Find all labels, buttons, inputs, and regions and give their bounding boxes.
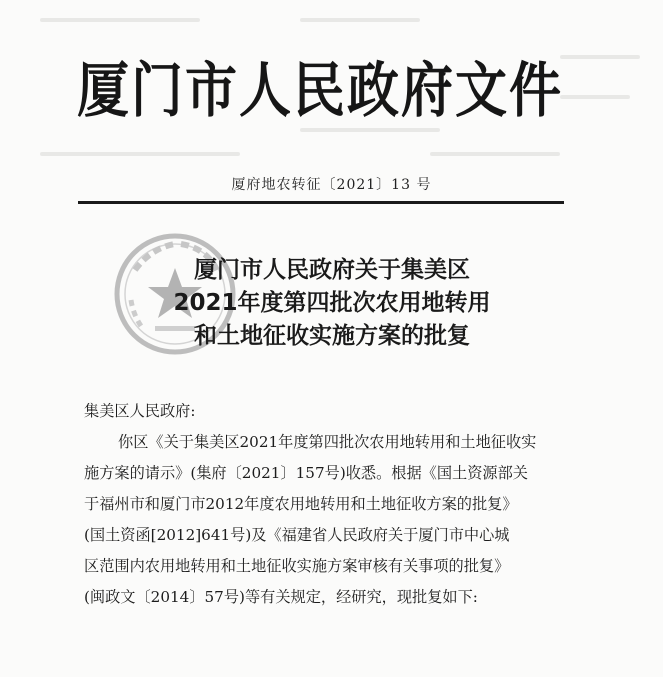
body-line: (闽政文〔2014〕57号)等有关规定，经研究，现批复如下: xyxy=(84,588,478,606)
subject-line: 和土地征收实施方案的批复 xyxy=(194,323,470,349)
document-header-title: 厦门市人民政府文件 xyxy=(76,56,563,126)
document-number: 厦府地农转征〔2021〕13 号 xyxy=(231,177,432,193)
bleed-through-mark xyxy=(40,152,240,156)
subject-line: 2021年度第四批次农用地转用 xyxy=(173,290,491,316)
body-line: 于福州市和厦门市2012年度农用地转用和土地征收方案的批复》 xyxy=(84,495,518,513)
body-line: 施方案的请示》(集府〔2021〕157号)收悉。根据《国土资源部关 xyxy=(84,464,528,482)
salutation: 集美区人民政府: xyxy=(84,402,196,420)
bleed-through-mark xyxy=(40,18,200,22)
subject-line: 厦门市人民政府关于集美区 xyxy=(194,257,470,283)
body-line: (国土资函[2012]641号)及《福建省人民政府关于厦门市中心城 xyxy=(84,526,510,544)
bleed-through-mark xyxy=(430,152,560,156)
bleed-through-mark xyxy=(300,18,420,22)
header-divider xyxy=(78,201,564,204)
bleed-through-mark xyxy=(300,128,440,132)
document-body xyxy=(84,396,584,613)
document-subject xyxy=(120,254,544,353)
body-line: 你区《关于集美区2021年度第四批次农用地转用和土地征收实 xyxy=(118,433,537,451)
body-line: 区范围内农用地转用和土地征收实施方案审核有关事项的批复》 xyxy=(84,557,510,575)
